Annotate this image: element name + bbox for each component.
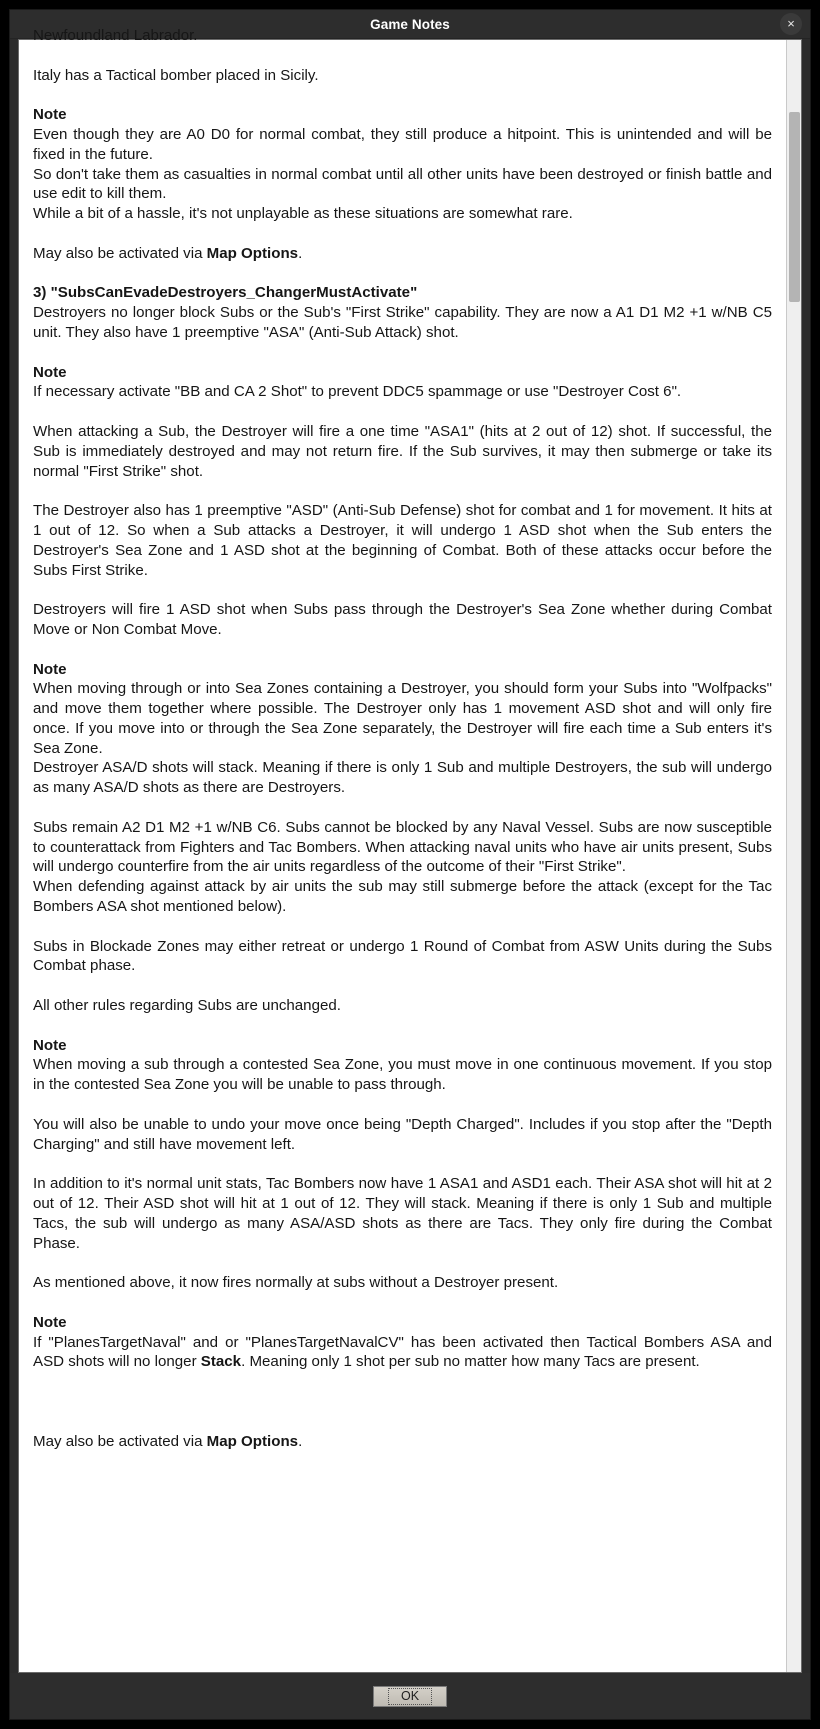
notes-paragraph: [33, 1432, 772, 1452]
notes-spacer: [33, 1095, 772, 1115]
notes-paragraph: When moving through or into Sea Zones containing a Destroyer, you should form your Subs into "Wolfpacks" and move them together where possible. The Destroyer only has 1 movement ASD shot and will only fire once. If you move into or through the Sea Zone separately, the Destroyer will fire each time a Sub enters it's Sea Zone.: [33, 680, 772, 757]
notes-spacer: [33, 1016, 772, 1036]
notes-paragraph: Destroyers will fire 1 ASD shot when Subs pass through the Destroyer's Sea Zone whether during Combat Move or Non Combat Move.: [33, 601, 772, 638]
notes-spacer: [33, 640, 772, 660]
notes-spacer: [33, 917, 772, 937]
notes-text: [19, 24, 786, 1656]
notes-text-run: . Meaning only 1 shot per sub no matter how many Tacs are present.: [241, 1353, 700, 1371]
notes-text-run: .: [298, 1432, 303, 1450]
notes-paragraph: Even though they are A0 D0 for normal combat, they still produce a hitpoint. This is unintended and will be fixed in the future.: [33, 125, 772, 163]
notes-heading: 3) "SubsCanEvadeDestroyers_ChangerMustActivate": [33, 284, 418, 302]
notes-spacer: [33, 976, 772, 996]
ok-button-label: OK: [388, 1688, 432, 1705]
notes-spacer: [33, 798, 772, 818]
notes-spacer: [33, 343, 772, 363]
notes-spacer: [33, 264, 772, 284]
dialog-body: [10, 27, 810, 1673]
notes-spacer: [33, 85, 772, 105]
notes-heading: Note: [33, 1313, 67, 1331]
dialog-footer: [10, 1673, 810, 1719]
notes-paragraph: So don't take them as casualties in normal combat until all other units have been destroyed or finish battle and use edit to kill them.: [33, 165, 772, 203]
notes-text-emphasis: Map Options: [206, 244, 299, 262]
notes-paragraph: Subs in Blockade Zones may either retreat or undergo 1 Round of Combat from ASW Units during the Subs Combat phase.: [33, 937, 772, 975]
notes-paragraph: Destroyer ASA/D shots will stack. Meaning if there is only 1 Sub and multiple Destroyers, the sub will undergo as many ASA/D shots as there are Destroyers.: [33, 759, 772, 797]
scrollbar-thumb[interactable]: [789, 112, 800, 302]
notes-paragraph: In addition to it's normal unit stats, Tac Bombers now have 1 ASA1 and ASD1 each. Their ASA shot will hit at 2 out of 12. Their ASD shot will hit at 1 out of 12. They will stack. Meaning if there is only 1 Sub and multiple Tacs, the sub will undergo as many ASA/ASD shots as there are Tacs. They only fire during the Combat Phase.: [33, 1175, 772, 1252]
notes-paragraph: Destroyers no longer block Subs or the Sub's "First Strike" capability. They are now a A1 D1 M2 +1 w/NB C5 unit. They also have 1 preemptive "ASA" (Anti-Sub Attack) shot.: [33, 304, 772, 341]
notes-heading: Note: [33, 106, 67, 124]
notes-spacer: [33, 224, 772, 244]
notes-paragraph: Italy has a Tactical bomber placed in Sicily.: [33, 66, 319, 84]
notes-paragraph: All other rules regarding Subs are unchanged.: [33, 997, 341, 1015]
notes-spacer: [33, 1392, 772, 1412]
notes-text-run: May also be activated via: [33, 244, 207, 262]
notes-heading: Note: [33, 363, 67, 381]
notes-paragraph: When defending against attack by air units the sub may still submerge before the attack (except for the Tac Bombers ASA shot mentioned below).: [33, 878, 772, 916]
notes-text-emphasis: Map Options: [206, 1432, 299, 1450]
notes-spacer: [33, 1412, 772, 1432]
notes-spacer: [33, 1154, 772, 1174]
notes-spacer: [33, 1372, 772, 1392]
notes-spacer: [33, 46, 772, 66]
close-icon[interactable]: ×: [780, 13, 802, 35]
notes-paragraph: While a bit of a hassle, it's not unplayable as these situations are somewhat rare.: [33, 205, 573, 223]
notes-paragraph: Subs remain A2 D1 M2 +1 w/NB C6. Subs cannot be blocked by any Naval Vessel. Subs are now susceptible to counterattack from Fighters and Tac Bombers. When attacking naval units who have air units present, Subs will undergo counterfire from the air units regardless of the outcome of their "First Strike".: [33, 818, 772, 876]
notes-heading: Note: [33, 1036, 67, 1054]
game-notes-dialog: [9, 9, 811, 1720]
notes-paragraph: You will also be unable to undo your move once being "Depth Charged". Includes if you stop after the "Depth Charging" and still have movement left.: [33, 1115, 772, 1153]
notes-paragraph: As mentioned above, it now fires normally at subs without a Destroyer present.: [33, 1274, 559, 1292]
notes-paragraph: [33, 244, 772, 264]
notes-paragraph: [33, 1333, 772, 1373]
notes-paragraph: When moving a sub through a contested Sea Zone, you must move in one continuous movement. If you stop in the contested Sea Zone you will be unable to pass through.: [33, 1056, 772, 1094]
notes-spacer: [33, 1293, 772, 1313]
ok-button[interactable]: [373, 1686, 447, 1707]
notes-text-emphasis: Stack: [200, 1353, 242, 1371]
notes-scrollbar[interactable]: [786, 40, 801, 1672]
notes-spacer: [33, 1253, 772, 1273]
notes-text-run: May also be activated via: [33, 1432, 207, 1450]
notes-paragraph: The Destroyer also has 1 preemptive "ASD" (Anti-Sub Defense) shot for combat and 1 for movement. It hits at 1 out of 12. So when a Sub attacks a Destroyer, it will undergo 1 ASD shot when the Sub enters the Destroyer's Sea Zone and 1 ASD shot at the beginning of Combat. Both of these attacks occur before the Subs First Strike.: [33, 502, 772, 579]
notes-paragraph: If necessary activate "BB and CA 2 Shot" to prevent DDC5 spammage or use "Destroyer Cost 6".: [33, 383, 682, 401]
notes-spacer: [33, 481, 772, 501]
notes-spacer: [33, 402, 772, 422]
notes-spacer: [33, 580, 772, 600]
notes-text-run: .: [298, 244, 303, 262]
notes-paragraph: When attacking a Sub, the Destroyer will fire a one time "ASA1" (hits at 2 out of 12) shot. If successful, the Sub is immediately destroyed and may not return fire. If the Sub survives, it may then submerge or take its normal "First Strike" shot.: [33, 422, 772, 480]
notes-paragraph: Newfoundland Labrador.: [33, 27, 198, 44]
notes-heading: Note: [33, 660, 67, 678]
notes-content-area: [18, 27, 802, 1673]
dialog-title: Game Notes: [370, 16, 450, 32]
notes-text-run: If "PlanesTargetNaval" and or "PlanesTargetNavalCV" has been activated then Tactical Bombers ASA and ASD shots will no longer: [33, 1333, 772, 1371]
